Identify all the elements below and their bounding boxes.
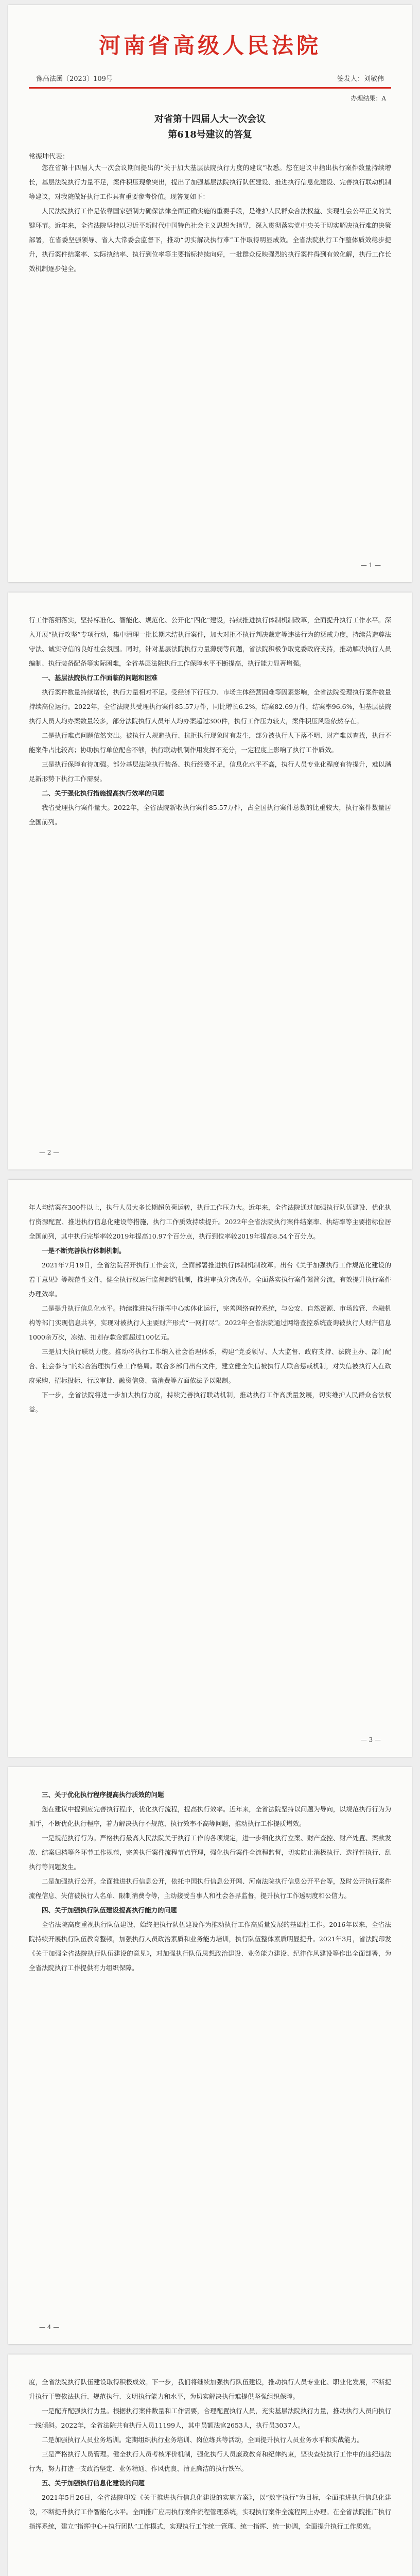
- salutation: 常振坤代表：: [29, 153, 69, 161]
- paragraph: 您在建议中提到应完善执行程序，优化执行流程，提高执行效率。近年来，全省法院坚持以问题为导向，以规范执行行为为抓手，不断优化执行程序，着力解决执行不规范、执行效率不高等问题，推动执行工作提质增效。: [29, 1805, 391, 1827]
- section-heading: 五、关于加强执行信息化建设的问题: [42, 2479, 145, 2487]
- reference-line: [29, 73, 391, 83]
- section-heading: 三、关于优化执行程序提高执行质效的问题: [42, 1791, 164, 1799]
- page-number: — 2 —: [39, 1149, 60, 1156]
- document-page-4: [8, 1767, 412, 2344]
- page-number: — 1 —: [360, 562, 381, 569]
- paragraph: 下一步，全省法院将进一步加大执行力度，持续完善执行联动机制，推动执行工作高质量发展，切实维护人民群众合法权益。: [29, 1391, 391, 1413]
- red-masthead: 河南省高级人民法院: [98, 33, 321, 58]
- document-page-2: [8, 592, 412, 1170]
- paragraph: 二是加强执行公开。全面推进执行信息公开，依托中国执行信息公开网、河南法院执行信息公开平台等，及时公开执行案件流程信息、失信被执行人名单、限制消费令等，主动接受当事人和社会各界监督，提升执行工作透明度和公信力。: [29, 1877, 391, 1900]
- paragraph: 年人均结案在300件以上，执行人员大多长期超负荷运转，执行工作压力大。近年来，全省法院通过加强执行队伍建设、优化执行资源配置、推进执行信息化建设等措施，执行工作质效持续提升。2022年全省法院执行案件结案率、执结率等主要指标位居全国前列，其中执行完毕率较2019年提高10.97个百分点，执行到位率较2019年提高8.54个百分点。: [29, 1204, 391, 1240]
- paragraph: 一是配齐配强执行力量。根据执行案件数量和工作需要，合理配置执行人员，充实基层法院执行力量，推动执行人员向执行一线倾斜。2022年，全省法院共有执行人员11199人，其中员额法官2653人，执行员3037人。: [29, 2407, 391, 2429]
- page-number: — 3 —: [360, 1736, 381, 1743]
- handling-result: 办理结果：A: [351, 95, 386, 102]
- paragraph: 全省法院高度重视执行队伍建设，始终把执行队伍建设作为推动执行工作高质量发展的基础性工作。2016年以来，全省法院持续开展执行队伍教育整顿，加强执行人员政治素质和业务能力培训，执行队伍整体素质明显提升。2021年3月，省法院印发《关于加强全省法院执行队伍建设的意见》，对加强执行队伍思想政治建设、业务能力建设、纪律作风建设等作出全面部署，为全省法院执行工作提供有力组织保障。: [29, 1921, 391, 1972]
- paragraph: 人民法院执行工作是依靠国家强制力确保法律全面正确实施的重要手段，是维护人民群众合法权益、实现社会公平正义的关键环节。近年来，全省法院坚持以习近平新时代中国特色社会主义思想为指导，深入贯彻落实党中央关于切实解决执行难的决策部署，在省委坚强领导、省人大常委会监督下，推动“切实解决执行难”工作取得明显成效。全省法院执行工作整体质效稳步提升，执行案件结案率、实际执结率、执行到位率等主要指标持续向好，一批群众反映强烈的执行案件得到有效化解，执行工作长效机制逐步健全。: [29, 207, 391, 273]
- document-title: [29, 112, 391, 143]
- section-heading: 二、关于强化执行措施提高执行效率的问题: [42, 789, 164, 797]
- title-line-1: 对省第十四届人大一次会议: [154, 114, 266, 125]
- document-page-3: [8, 1180, 412, 1757]
- paragraph: 二是执行难点问题依然突出。被执行人规避执行、抗拒执行现象时有发生，部分被执行人下落不明、财产难以查找，执行不能案件占比较高；协助执行单位配合不够，执行联动机制作用发挥不充分，一定程度上影响了执行工作质效。: [29, 732, 391, 754]
- paragraph: 一是规范执行行为。严格执行最高人民法院关于执行工作的各项规定，进一步细化执行立案、财产查控、财产处置、案款发放、结案归档等各环节工作规范，完善执行案件流程节点管理，强化执行案件全流程监督，切实防止消极执行、选择性执行、乱执行等问题发生。: [29, 1834, 391, 1871]
- red-divider: [29, 87, 391, 89]
- section-heading: 一、基层法院执行工作面临的问题和困难: [42, 674, 158, 682]
- paragraph: 三是加大执行联动力度。推动将执行工作纳入社会治理体系，构建“党委领导、人大监督、政府支持、法院主办、部门配合、社会参与”的综合治理执行难工作格局。联合多部门出台文件，建立健全失信被执行人联合惩戒机制，对失信被执行人在政府采购、招标投标、行政审批、融资信贷、高消费等方面依法予以限制。: [29, 1348, 391, 1384]
- paragraph: 2021年7月19日，全省法院召开执行工作会议，全面部署推进执行体制机制改革。出台《关于加强执行工作规范化建设的若干意见》等规范性文件，健全执行权运行监督制约机制，推进审执分离改革，全面落实执行案件繁简分流，有效提升执行案件办理效率。: [29, 1261, 391, 1298]
- title-line-2: 第618号建议的答复: [168, 129, 252, 140]
- paragraph: 三是执行保障有待加强。部分基层法院执行装备、执行经费不足，信息化水平不高，执行人员专业化程度有待提升，难以满足新形势下执行工作需要。: [29, 760, 391, 783]
- paragraph: 2021年5月26日，全省法院印发《关于推进执行信息化建设的实施方案》，以“数字执行”为目标，全面推进执行信息化建设，不断提升执行工作智能化水平。全面推广应用执行案件流程管理系统，实现执行案件全流程网上办理。在全省法院推广执行指挥系统，建立“指挥中心+执行团队”工作模式，实现执行工作统一管理、统一指挥、统一协调，全面提升执行工作质效。: [29, 2494, 391, 2530]
- paragraph: 行工作落细落实，坚持标准化、智能化、规范化、公开化“四化”建设，持续推进执行体制机制改革，全面提升执行工作水平。深入开展“执行攻坚”专项行动，集中清理一批长期未结执行案件，加大对拒不执行判决裁定等违法行为的惩戒力度，持续营造尊法守法、诚实守信的良好社会氛围。同时，针对基层法院执行力量薄弱等问题，省法院积极争取党委政府支持，推动解决执行人员编制、执行装备配备等实际困难，全省基层法院执行工作保障水平不断提高，执行能力显著增强。: [29, 616, 391, 667]
- page-number: — 4 —: [39, 2324, 60, 2331]
- paragraph: 度，全省法院执行队伍建设取得积极成效。下一步，我们将继续加强执行队伍建设，推动执行人员专业化、职业化发展，不断提升执行干警依法执行、规范执行、文明执行能力和水平，为切实解决执行难提供坚强组织保障。: [29, 2378, 391, 2400]
- paragraph: 我省受理执行案件量大。2022年，全省法院新收执行案件85.57万件，占全国执行案件总数的比重较大，执行案件数量居全国前列。: [29, 804, 391, 826]
- paragraph: 您在省第十四届人大一次会议期间提出的“关于加大基层法院执行力度的建议”收悉。您在建议中指出执行案件数量持续增长，基层法院执行力量不足，案件积压现象突出，提出了加强基层法院执行队伍建设、推进执行信息化建设、完善执行联动机制等建议，对我院做好执行工作具有重要参考价值。现答复如下：: [29, 164, 391, 200]
- document-page-1: [8, 5, 412, 582]
- document-page-5: [8, 2354, 412, 2576]
- section-heading: 四、关于加强执行队伍建设提高执行能力的问题: [42, 1906, 177, 1914]
- paragraph: 二是提升执行信息化水平。持续推进执行指挥中心实体化运行，完善网络查控系统，与公安、自然资源、市场监管、金融机构等部门实现信息共享，实现对被执行人主要财产形式“一网打尽”。2022年全省法院通过网络查控系统查询被执行人财产信息1000余万次，冻结、扣划存款金额超过100亿元。: [29, 1304, 391, 1341]
- paragraph: 二是加强执行人员业务培训。定期组织执行业务培训、岗位练兵等活动，全面提升执行人员业务水平和实战能力。: [42, 2436, 364, 2444]
- document-number: 豫高法函〔2023〕109号: [36, 75, 113, 83]
- signer: 签发人：刘敏伟: [337, 75, 384, 83]
- sub-heading: 一是不断完善执行体制机制。: [42, 1247, 126, 1255]
- paragraph: 三是严格执行人员管理。健全执行人员考核评价机制，强化执行人员廉政教育和纪律约束，坚决查处执行工作中的违纪违法行为，努力打造一支政治坚定、业务精通、作风优良、清正廉洁的执行铁军。: [29, 2450, 391, 2472]
- paragraph: 执行案件数量持续增长，执行力量相对不足。受经济下行压力、市场主体经营困难等因素影响，全省法院受理执行案件数量持续高位运行。2022年，全省法院共受理执行案件85.57万件，同比增长6.2%，结案82.69万件，结案率96.6%，但基层法院执行人员人均办案数量较多，部分法院执行人员年人均办案超过300件，执行工作压力较大，案件积压风险依然存在。: [29, 688, 391, 725]
